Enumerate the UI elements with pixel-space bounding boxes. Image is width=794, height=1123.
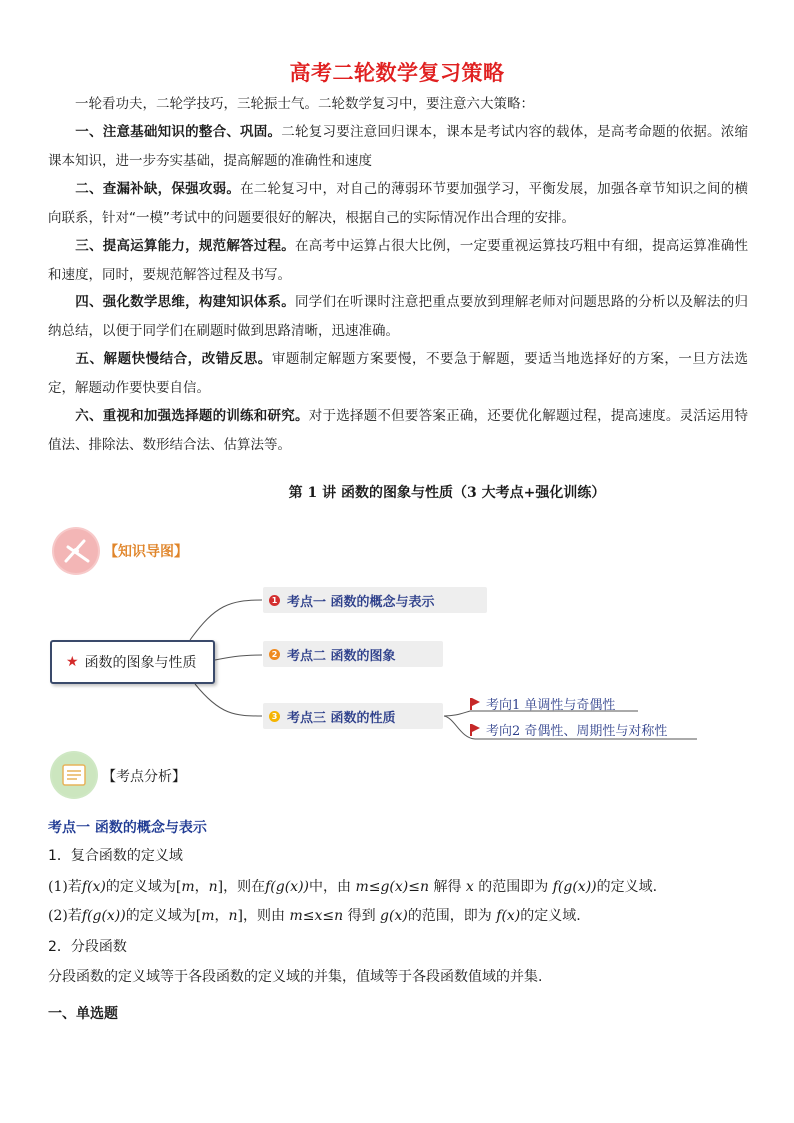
star-icon: ★ (66, 654, 79, 670)
text: ]，则由 (237, 908, 290, 924)
expr: g(x) (380, 908, 408, 924)
strategy-2-head: 二、查漏补缺，保强攻弱。 (75, 181, 241, 197)
var: n (228, 908, 238, 924)
text: ≤ (302, 908, 315, 924)
var: m (201, 908, 215, 924)
notebook-icon (50, 751, 98, 799)
text: 解得 (429, 879, 466, 895)
strategy-4-body: 同学们在听课时注意把重点要放到理解老师对问题思路的分析以及解法的归纳总结，以便于同学们在刷题时做到思路清晰，迅速准确。 (48, 294, 749, 339)
text: ≤ (408, 879, 420, 895)
text: 的定义域. (596, 879, 658, 895)
mindmap-node-3-label: 考点三 函数的性质 (287, 710, 396, 726)
strategy-6-body: 对于选择题不但要答案正确，还要优化解题过程，提高速度。灵活运用特值法、排除法、数形结合法、估算法等。 (48, 408, 749, 453)
expr: f(g(x)) (265, 879, 309, 895)
mindmap-node-3 (263, 703, 443, 729)
page-title: 高考二轮数学复习策略 (289, 61, 505, 85)
strategy-2-body: 在二轮复习中，对自己的薄弱环节要加强学习，平衡发展，加强各章节知识之间的横向联系，针对“一模”考试中的问题要很好的解决，根据自己的实际情况作出合理的安排。 (48, 181, 749, 226)
text: ≤ (322, 908, 335, 924)
var: x (314, 908, 323, 924)
mindmap-leaf-1 (470, 694, 615, 713)
expr: f(g(x)) (81, 908, 126, 924)
number-3-icon: 3 (269, 711, 280, 722)
mindmap-node-1-label: 考点一 函数的概念与表示 (287, 594, 435, 610)
flag-icon (470, 698, 480, 710)
text: (1)若 (48, 879, 82, 895)
strategy-1-head: 一、注意基础知识的整合、巩固。 (75, 124, 282, 140)
strategy-1-body: 二轮复习要注意回归课本，课本是考试内容的载体，是高考命题的依据。浓缩课本知识，进一步夯实基础，提高解题的准确性和速度 (48, 124, 749, 169)
text: 中，由 (309, 879, 356, 895)
number-2-icon: 2 (269, 649, 280, 660)
text: ， (214, 908, 229, 924)
var: x (465, 879, 474, 895)
mindmap-leaf-1-label: 考向1 单调性与奇偶性 (486, 698, 616, 713)
var: m (355, 879, 369, 895)
text: 的范围即为 (473, 879, 553, 895)
point-title: 考点一 函数的概念与表示 (48, 820, 207, 836)
expr: f(g(x)) (552, 879, 597, 895)
intro-text: 一轮看功夫，二轮学技巧，三轮振士气。二轮数学复习中，要注意六大策略： (75, 96, 534, 112)
mindmap-leaf-2-label: 考向2 奇偶性、周期性与对称性 (486, 724, 668, 739)
strategy-3-body: 在高考中运算占很大比例，一定要重视运算技巧粗中有细，提高运算准确性和速度，同时，要规范解答过程及书写。 (48, 238, 749, 283)
var: n (208, 879, 218, 895)
text: 的定义域. (520, 908, 581, 924)
text: 得到 (343, 908, 381, 924)
section-heading: 一、单选题 (48, 1006, 118, 1022)
strategy-5-head: 五、解题快慢结合，改错反思。 (75, 351, 272, 367)
domain-rule-1 (48, 876, 748, 896)
expr: f(x) (81, 879, 106, 895)
flag-icon (470, 724, 480, 736)
number-1-icon: 1 (269, 595, 280, 606)
strategy-6-head: 六、重视和加强选择题的训练和研究。 (75, 408, 309, 424)
mindmap-node-2-label: 考点二 函数的图象 (287, 648, 396, 664)
var: n (334, 908, 344, 924)
lecture-title: 第 1 讲 函数的图象与性质（3 大考点+强化训练） (288, 485, 606, 501)
var: n (419, 879, 430, 895)
text: ]，则在 (217, 879, 266, 895)
mindmap-leaf-2 (470, 720, 667, 739)
strategy-3-head: 三、提高运算能力，规范解答过程。 (75, 238, 295, 254)
expr: f(x) (496, 908, 521, 924)
text: ≤ (368, 879, 381, 895)
var: m (289, 908, 303, 924)
item-1-heading: 1．复合函数的定义域 (48, 848, 183, 864)
text: 的范围，即为 (407, 908, 497, 924)
mindmap-root-label: 函数的图象与性质 (84, 655, 197, 671)
text: 的定义域为[ (125, 908, 202, 924)
strategy-5-body: 审题制定解题方案要慢，不要急于解题，要适当地选择好的方案，一旦方法选定，解题动作要快要自信。 (48, 351, 748, 396)
text: 的定义域为[ (105, 879, 182, 895)
knowledge-map-label: 【知识导图】 (104, 544, 188, 560)
domain-rule-2 (48, 905, 748, 925)
text: (2)若 (48, 908, 82, 924)
mindmap-root (50, 640, 215, 684)
mindmap-node-1 (263, 587, 487, 613)
item-2-text: 分段函数的定义域等于各段函数的定义域的并集，值域等于各段函数值域的并集. (48, 969, 543, 985)
mindmap-node-2 (263, 641, 443, 667)
var: m (181, 879, 195, 895)
text: ， (194, 879, 209, 895)
strategy-4-head: 四、强化数学思维，构建知识体系。 (75, 294, 295, 310)
expr: g(x) (380, 879, 409, 895)
analysis-label: 【考点分析】 (102, 769, 186, 785)
item-2-heading: 2．分段函数 (48, 939, 127, 955)
